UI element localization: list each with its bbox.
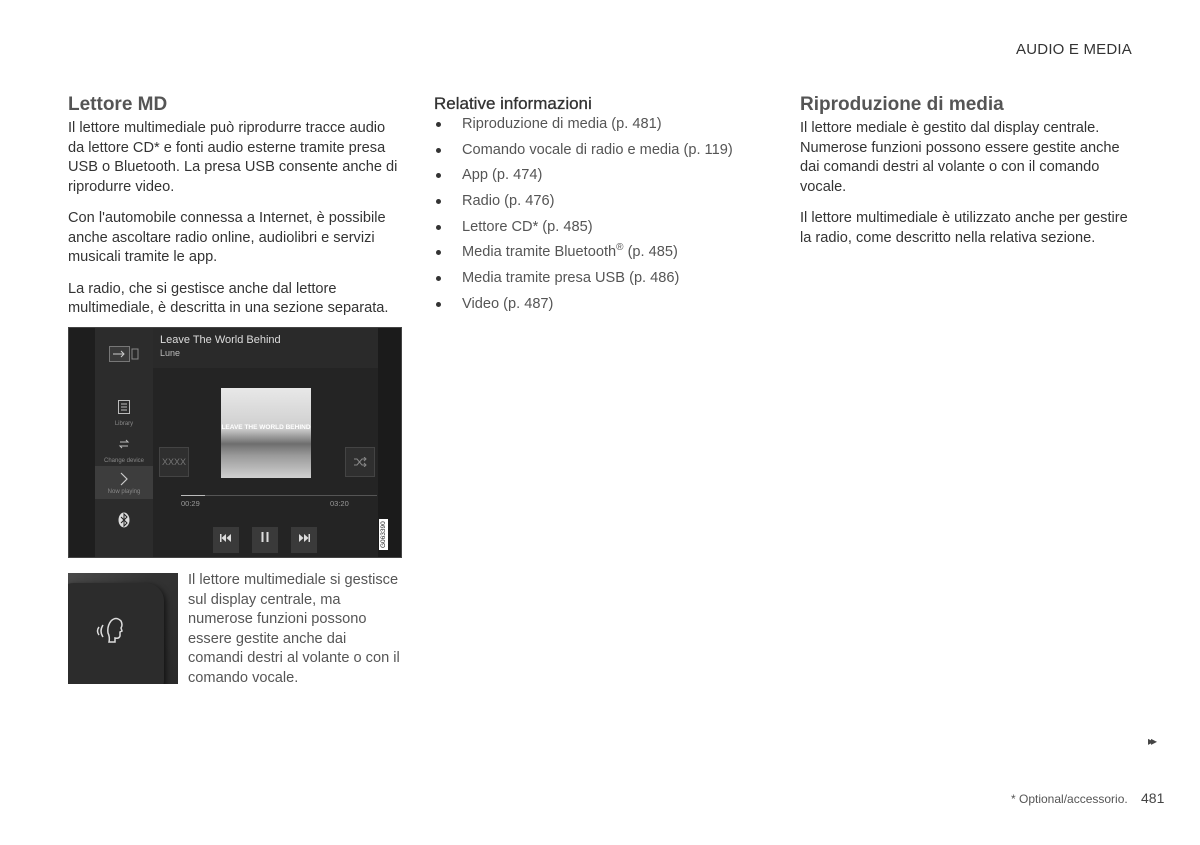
media-player-screen-image [68, 327, 402, 558]
related-link-lettore-cd[interactable]: Lettore CD* (p. 485) [434, 218, 764, 238]
library-label: Library [114, 421, 134, 427]
page-number: 481 [1141, 790, 1165, 806]
related-link-bluetooth[interactable] [434, 243, 764, 263]
now-playing-icon [95, 466, 153, 499]
track-title: Leave The World Behind [160, 334, 281, 346]
related-info-list [434, 115, 764, 314]
lettore-md-section [68, 94, 402, 331]
riproduzione-section [800, 94, 1130, 260]
related-link-usb[interactable]: Media tramite presa USB (p. 486) [434, 269, 764, 289]
riproduzione-paragraph-2: Il lettore multimediale è utilizzato anche per gestire la radio, come descritto nella relativa sezione. [800, 210, 1128, 246]
continue-arrows-icon: ▸▸ [1148, 734, 1155, 748]
lettore-paragraph-3: La radio, che si gestisce anche dal lettore multimediale, è descritta in una sezione separata. [68, 280, 389, 316]
track-artist: Lune [160, 348, 181, 358]
previous-track-icon [213, 527, 239, 553]
next-track-icon [291, 527, 317, 553]
change-device-icon [95, 437, 153, 464]
album-cover-text: LEAVE THE WORLD BEHIND [221, 424, 311, 431]
related-info-heading: Relative informazioni [434, 94, 592, 113]
related-link-riproduzione[interactable]: Riproduzione di media (p. 481) [434, 115, 764, 135]
lettore-paragraph-2: Con l'automobile connessa a Internet, è possibile anche ascoltare radio online, audiolibri e servizi musicali tramite le app. [68, 210, 386, 265]
registered-mark: ® [616, 242, 624, 254]
voice-caption: Il lettore multimediale si gestisce sul display centrale, ma numerose funzioni possono essere gestite anche dai comandi destri al volante o con il comando vocale. [188, 572, 400, 686]
pause-icon [252, 527, 278, 553]
related-link-video[interactable]: Video (p. 487) [434, 295, 764, 315]
footnote: * Optional/accessorio. [1011, 792, 1128, 806]
riproduzione-paragraph-1: Il lettore mediale è gestito dal display centrale. Numerose funzioni possono essere gestite anche dai comandi destri al volante o con il comando vocale. [800, 120, 1120, 195]
time-elapsed: 00:29 [181, 499, 200, 508]
library-icon [95, 400, 153, 427]
image-code: G063390 [380, 521, 387, 548]
left-side-button: XXXX [159, 447, 189, 477]
player-sidebar [95, 328, 153, 557]
related-info-section [434, 94, 764, 321]
time-total: 03:20 [330, 499, 349, 508]
album-cover [221, 388, 311, 478]
shuffle-icon [345, 447, 375, 477]
playback-progress-bar [181, 495, 377, 496]
riproduzione-heading: Riproduzione di media [800, 94, 1004, 115]
voice-command-icon [95, 613, 131, 649]
related-link-radio[interactable]: Radio (p. 476) [434, 192, 764, 212]
related-link-app[interactable]: App (p. 474) [434, 166, 764, 186]
related-link-comando-vocale[interactable]: Comando vocale di radio e media (p. 119) [434, 141, 764, 161]
lettore-paragraph-1: Il lettore multimediale può riprodurre tracce audio da lettore CD* e fonti audio esterne tramite presa USB o Bluetooth. La presa USB consente anche di riprodurre video. [68, 120, 398, 195]
bluetooth-icon [95, 512, 153, 533]
bluetooth-link-text: Media tramite Bluetooth [462, 244, 617, 261]
bluetooth-link-page: (p. 485) [623, 244, 678, 261]
section-header: AUDIO E MEDIA [1016, 41, 1132, 58]
voice-control-button-photo [68, 573, 178, 684]
now-playing-label: Now playing [107, 489, 141, 495]
lettore-md-heading: Lettore MD [68, 94, 168, 115]
usb-source-icon [95, 346, 153, 367]
change-device-label: Change device [103, 458, 145, 464]
